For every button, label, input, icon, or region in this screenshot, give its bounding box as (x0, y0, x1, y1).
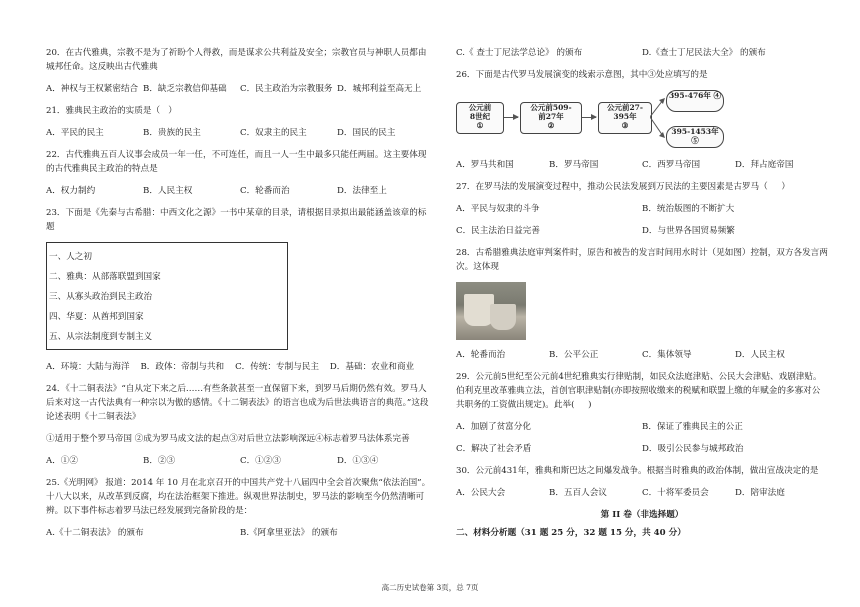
timeline-oval-5: 395-1453年 ⑤ (666, 126, 724, 148)
option: B．缺乏宗教信仰基础 (143, 84, 227, 94)
toc-item: 一、人之初 (49, 252, 92, 262)
toc-item: 四、华夏：从酋邦到国家 (49, 312, 144, 322)
option: B．公平公正 (549, 350, 599, 360)
option: C．民主政治为宗教服务 (240, 84, 333, 94)
toc-item: 三、从寡头政治到民主政治 (49, 292, 153, 302)
question-20-options (46, 82, 434, 96)
question-27-options-row2 (456, 224, 828, 238)
question-28: 28．古希腊雅典法庭审判案件时，原告和被告的发言时间用水时计（见如图）控制，双方各发言两次。这体现 (456, 248, 828, 272)
option: D．城邦利益至高无上 (337, 84, 422, 94)
option: A．平民的民主 (46, 128, 104, 138)
question-20: 20．在古代雅典，宗教不是为了祈盼个人得救，而是谋求公共利益及安全；宗教官员与神职人员都由城邦任命。这反映出古代雅典 (46, 48, 427, 72)
option: D．陪审法庭 (735, 488, 785, 498)
option: C．西罗马帝国 (642, 160, 701, 170)
option: C．解决了社会矛盾 (456, 444, 532, 454)
option: B．保证了雅典民主的公正 (642, 422, 743, 432)
section-title: 第 II 卷（非选择题） (600, 510, 684, 520)
timeline-box-3: 公元前27- 395年 ③ (598, 102, 652, 134)
question-29-options-row1 (456, 420, 828, 434)
question-26-options (456, 158, 828, 172)
timeline-box-1: 公元前 8世纪 ① (456, 102, 504, 134)
question-30: 30．公元前431年，雅典和斯巴达之间爆发战争。根据当时雅典的政治体制，做出宣战决定的是 (456, 466, 819, 476)
toc-item: 二、雅典：从部落联盟到国家 (49, 272, 161, 282)
question-21-options (46, 126, 434, 140)
option: D．人民主权 (735, 350, 785, 360)
option: B．人民主权 (143, 186, 193, 196)
option: A．神权与王权紧密结合 (46, 84, 139, 94)
question-26: 26．下面是古代罗马发展演变的线索示意图，其中③处应填写的是 (456, 70, 708, 80)
question-24: 24．《十二铜表法》“自从定下来之后……有些条款甚至一直保留下来，到罗马后期仍然有效。罗马人后来对这一古代法典有一种宗以为傲的感情。《十二铜表法》的语言也成为后世法典语言的典范。”这段论述表明《十二铜表法》 (46, 384, 429, 422)
question-22: 22．古代雅典五百人议事会成员一年一任，不可连任，而且一人一生中最多只能任两届。这主要体现的古代雅典民主政治的特点是 (46, 150, 427, 174)
arrow-icon (582, 117, 596, 118)
left-column (46, 46, 434, 548)
water-clock-photo (456, 282, 526, 340)
timeline-oval-4: 395-476年 ④ (666, 90, 724, 112)
question-25-options-cd (456, 46, 828, 60)
question-30-options (456, 486, 828, 500)
option: D．与世界各国贸易频繁 (642, 226, 735, 236)
option: B．统治版图的不断扩大 (642, 204, 735, 214)
page-footer: 高二历史试卷第 3页，总 7页 (381, 583, 479, 592)
option: C．集体领导 (642, 350, 692, 360)
question-25: 25.《光明网》 报道：2014 年 10 月在北京召开的中国共产党十八届四中全会首次聚焦“依法治国”。十八大以来，从改革到反腐，均在法治框架下推进。纵观世界法制史，罗马法的影响至今仍然清晰可辨。以下事件标志着罗马法已经发展到完备阶段的是： (46, 478, 431, 516)
option: C．①②③ (240, 456, 281, 466)
option: A．罗马共和国 (456, 160, 514, 170)
option: B．罗马帝国 (549, 160, 599, 170)
option: C．奴隶主的民主 (240, 128, 307, 138)
option: D．①③④ (337, 456, 379, 466)
question-22-options (46, 184, 434, 198)
option: D．国民的民主 (337, 128, 396, 138)
option: A．加剧了贫富分化 (456, 422, 531, 432)
timeline-box-2: 公元前509- 前27年 ② (520, 102, 582, 134)
arrow-icon (504, 117, 518, 118)
question-23: 23．下面是《先秦与古希腊：中西文化之源》一书中某章的目录，请根据目录拟出最能涵盖该章的标题 (46, 208, 427, 232)
rome-timeline-diagram (456, 90, 828, 150)
option: A.《十二铜表法》 的颁布 (46, 528, 144, 538)
option: C．轮番而治 (240, 186, 290, 196)
question-21: 21．雅典民主政治的实质是（ ） (46, 106, 177, 116)
option: B.《阿拿里亚法》 的颁布 (240, 528, 338, 538)
option: D．吸引公民参与城邦政治 (642, 444, 744, 454)
option: D．拜占庭帝国 (735, 160, 794, 170)
option: B．五百人会议 (549, 488, 607, 498)
right-column (456, 46, 828, 538)
option: C．民主法治日益完善 (456, 226, 540, 236)
question-28-options (456, 348, 828, 362)
table-of-contents-box (46, 242, 288, 350)
option: A．轮番而治 (456, 350, 506, 360)
option: A．权力制约 (46, 186, 96, 196)
question-24-items: ①适用于整个罗马帝国 ②成为罗马成文法的起点③对后世立法影响深远④标志着罗马法体系完善 (46, 434, 410, 444)
question-23-options: A．环境：大陆与海洋 B．政体：帝制与共和 C．传统：专制与民主 D．基础：农业和商业 (46, 362, 415, 372)
toc-item: 五、从宗法制度到专制主义 (49, 332, 153, 342)
question-27-options-row1 (456, 202, 828, 216)
question-27: 27．在罗马法的发展演变过程中，推动公民法发展到万民法的主要因素是古罗马（ ） (456, 182, 790, 192)
question-24-options (46, 454, 434, 468)
option: B．贵族的民主 (143, 128, 201, 138)
option: B．②③ (143, 456, 176, 466)
option: A．平民与奴隶的斗争 (456, 204, 540, 214)
option: C.《 查士丁尼法学总论》 的颁布 (456, 48, 583, 58)
question-29: 29．公元前5世纪至公元前4世纪雅典实行律贴制，如民众法庭津贴、公民大会津贴、戏剧津贴。伯利克里改革雅典立法，首创官职津贴制(亦即按照收缴来的税赋和联盟上缴的年赋金的多寡对公共职务的工资做出规定)。此举( ) (456, 372, 822, 410)
question-25-options-ab (46, 526, 434, 540)
option: A．公民大会 (456, 488, 506, 498)
option: C．十将军委员会 (642, 488, 709, 498)
section-heading: 二、材料分析题（31 题 25 分，32 题 15 分，共 40 分） (456, 528, 686, 538)
option: D．法律至上 (337, 186, 387, 196)
option: D.《查士丁尼民法大全》 的颁布 (642, 48, 766, 58)
option: A．①② (46, 456, 78, 466)
branch-arrows-icon (650, 90, 666, 150)
question-29-options-row2 (456, 442, 828, 456)
